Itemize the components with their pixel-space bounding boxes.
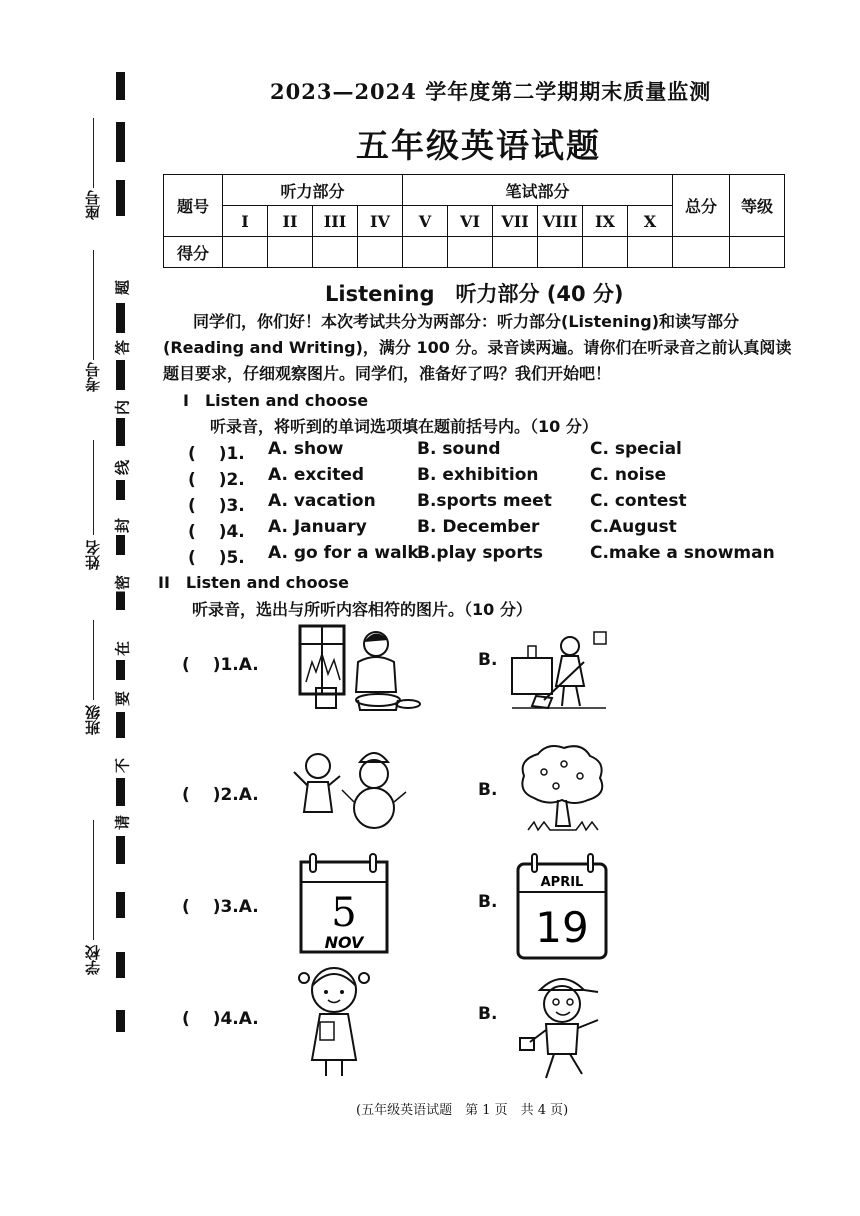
option-b: B. sound xyxy=(417,439,501,459)
cooking-family-picture xyxy=(296,622,426,714)
option-b-label: B. xyxy=(478,892,498,912)
option-c: C. contest xyxy=(590,491,687,511)
binding-dash xyxy=(116,180,125,216)
answer-bracket[interactable]: ( )4. xyxy=(188,522,245,542)
answer-bracket[interactable]: ( )5. xyxy=(188,548,245,568)
table-header-grade: 等级 xyxy=(730,175,785,237)
binding-dash xyxy=(116,712,125,738)
calendar-a-picture xyxy=(298,852,390,956)
binding-char: 密 xyxy=(113,575,132,591)
column-label: I xyxy=(223,206,268,237)
column-label: II xyxy=(268,206,313,237)
option-b-label: B. xyxy=(478,1004,498,1024)
listening-heading: Listening 听力部分 (40 分) xyxy=(325,282,624,306)
binding-dash xyxy=(116,778,125,806)
option-b: B.sports meet xyxy=(417,491,552,511)
column-label: V xyxy=(403,206,448,237)
snowman-picture xyxy=(288,742,413,830)
answer-bracket[interactable]: ( )2.A. xyxy=(182,785,259,805)
sweeping-floor-picture xyxy=(508,628,608,710)
option-a: A. go for a walk xyxy=(268,543,419,563)
seat-line xyxy=(93,118,94,188)
part2-title: II Listen and choose xyxy=(158,573,350,592)
binding-char: 封 xyxy=(113,518,132,534)
score-table xyxy=(163,174,785,268)
answer-bracket[interactable]: ( )3. xyxy=(188,496,245,516)
option-c: C. noise xyxy=(590,465,667,485)
binding-dash xyxy=(116,952,125,978)
binding-dash xyxy=(116,480,125,500)
class-label: 班级 xyxy=(84,705,102,735)
boy-running-picture xyxy=(516,968,606,1084)
apple-tree-picture xyxy=(514,742,609,834)
class-line xyxy=(93,620,94,700)
table-header-number: 题号 xyxy=(164,175,223,237)
part1-instructions: 听录音，将听到的单词选项填在题前括号内。（10 分） xyxy=(210,417,598,436)
score-cell[interactable] xyxy=(538,237,583,268)
column-label: III xyxy=(313,206,358,237)
exam-subtitle: 2023—2024 学年度第二学期期末质量监测 xyxy=(270,79,712,104)
calendar-a-month: NOV xyxy=(324,933,364,952)
binding-char: 答 xyxy=(113,340,132,356)
column-label: IX xyxy=(583,206,628,237)
binding-dash xyxy=(116,1010,125,1032)
binding-dash xyxy=(116,836,125,864)
column-label: IV xyxy=(358,206,403,237)
intro-text: 同学们，你们好！本次考试共分为两部分：听力部分(Listening)和读写部分(Reading and Writing)，满分 100 分。录音读两遍。请你们在听录音之前认真阅读题目要求，仔细观察图片。同学们，准备好了吗？我们开始吧！ xyxy=(163,312,792,383)
exam-no-label: 考号 xyxy=(84,362,102,392)
binding-dash xyxy=(116,418,125,446)
binding-dash xyxy=(116,535,125,555)
option-a: A. vacation xyxy=(268,491,376,511)
option-c: C. special xyxy=(590,439,682,459)
option-a: A. excited xyxy=(268,465,365,485)
answer-bracket[interactable]: ( )1. xyxy=(188,444,245,464)
score-cell[interactable] xyxy=(493,237,538,268)
column-label: VII xyxy=(493,206,538,237)
option-c: C.make a snowman xyxy=(590,543,775,563)
listening-intro xyxy=(163,309,793,387)
page-footer: (五年级英语试题 第 1 页 共 4 页) xyxy=(356,1103,569,1118)
answer-bracket[interactable]: ( )2. xyxy=(188,470,245,490)
binding-dash xyxy=(116,72,125,100)
option-b-label: B. xyxy=(478,650,498,670)
option-b: B. exhibition xyxy=(417,465,539,485)
score-cell[interactable] xyxy=(403,237,448,268)
grade-cell[interactable] xyxy=(730,237,785,268)
total-score-cell[interactable] xyxy=(673,237,730,268)
table-header-listening: 听力部分 xyxy=(223,175,403,206)
table-header-score: 得分 xyxy=(164,237,223,268)
school-line xyxy=(93,820,94,940)
score-cell[interactable] xyxy=(448,237,493,268)
answer-bracket[interactable]: ( )1.A. xyxy=(182,655,259,675)
binding-dash xyxy=(116,590,125,610)
score-cell[interactable] xyxy=(358,237,403,268)
girl-picture xyxy=(290,958,378,1082)
column-label: VI xyxy=(448,206,493,237)
calendar-a-day: 5 xyxy=(331,890,357,936)
column-label: VIII xyxy=(538,206,583,237)
school-label: 学校 xyxy=(84,945,102,975)
option-b-label: B. xyxy=(478,780,498,800)
name-line xyxy=(93,440,94,535)
calendar-b-picture xyxy=(514,852,610,962)
option-a: A. January xyxy=(268,517,367,537)
score-cell[interactable] xyxy=(223,237,268,268)
score-cell[interactable] xyxy=(583,237,628,268)
option-b: B. December xyxy=(417,517,540,537)
exam-no-line xyxy=(93,250,94,360)
column-label: X xyxy=(628,206,673,237)
name-label: 姓名 xyxy=(84,540,102,570)
binding-dash xyxy=(116,892,125,918)
score-cell[interactable] xyxy=(268,237,313,268)
option-a: A. show xyxy=(268,439,344,459)
binding-char: 在 xyxy=(113,641,132,657)
binding-char: 线 xyxy=(113,460,132,476)
answer-bracket[interactable]: ( )4.A. xyxy=(182,1009,259,1029)
exam-title: 五年级英语试题 xyxy=(356,126,601,165)
binding-dash xyxy=(116,122,125,162)
option-b: B.play sports xyxy=(417,543,543,563)
binding-char: 不 xyxy=(113,758,132,774)
option-c: C.August xyxy=(590,517,677,537)
score-cell[interactable] xyxy=(628,237,673,268)
binding-char: 请 xyxy=(113,815,132,831)
binding-char: 题 xyxy=(113,280,132,296)
part1-title: I Listen and choose xyxy=(183,391,369,410)
table-header-total: 总分 xyxy=(673,175,730,237)
binding-dash xyxy=(116,660,125,680)
seat-label: 座号 xyxy=(84,190,102,220)
part2-instructions: 听录音，选出与所听内容相符的图片。（10 分） xyxy=(192,600,532,619)
binding-dash xyxy=(116,360,125,390)
binding-char: 内 xyxy=(113,400,132,416)
calendar-b-month: APRIL xyxy=(540,875,584,890)
calendar-b-day: 19 xyxy=(535,903,589,952)
answer-bracket[interactable]: ( )3.A. xyxy=(182,897,259,917)
binding-char: 要 xyxy=(113,691,132,707)
binding-dash xyxy=(116,303,125,333)
table-header-writing: 笔试部分 xyxy=(403,175,673,206)
score-cell[interactable] xyxy=(313,237,358,268)
